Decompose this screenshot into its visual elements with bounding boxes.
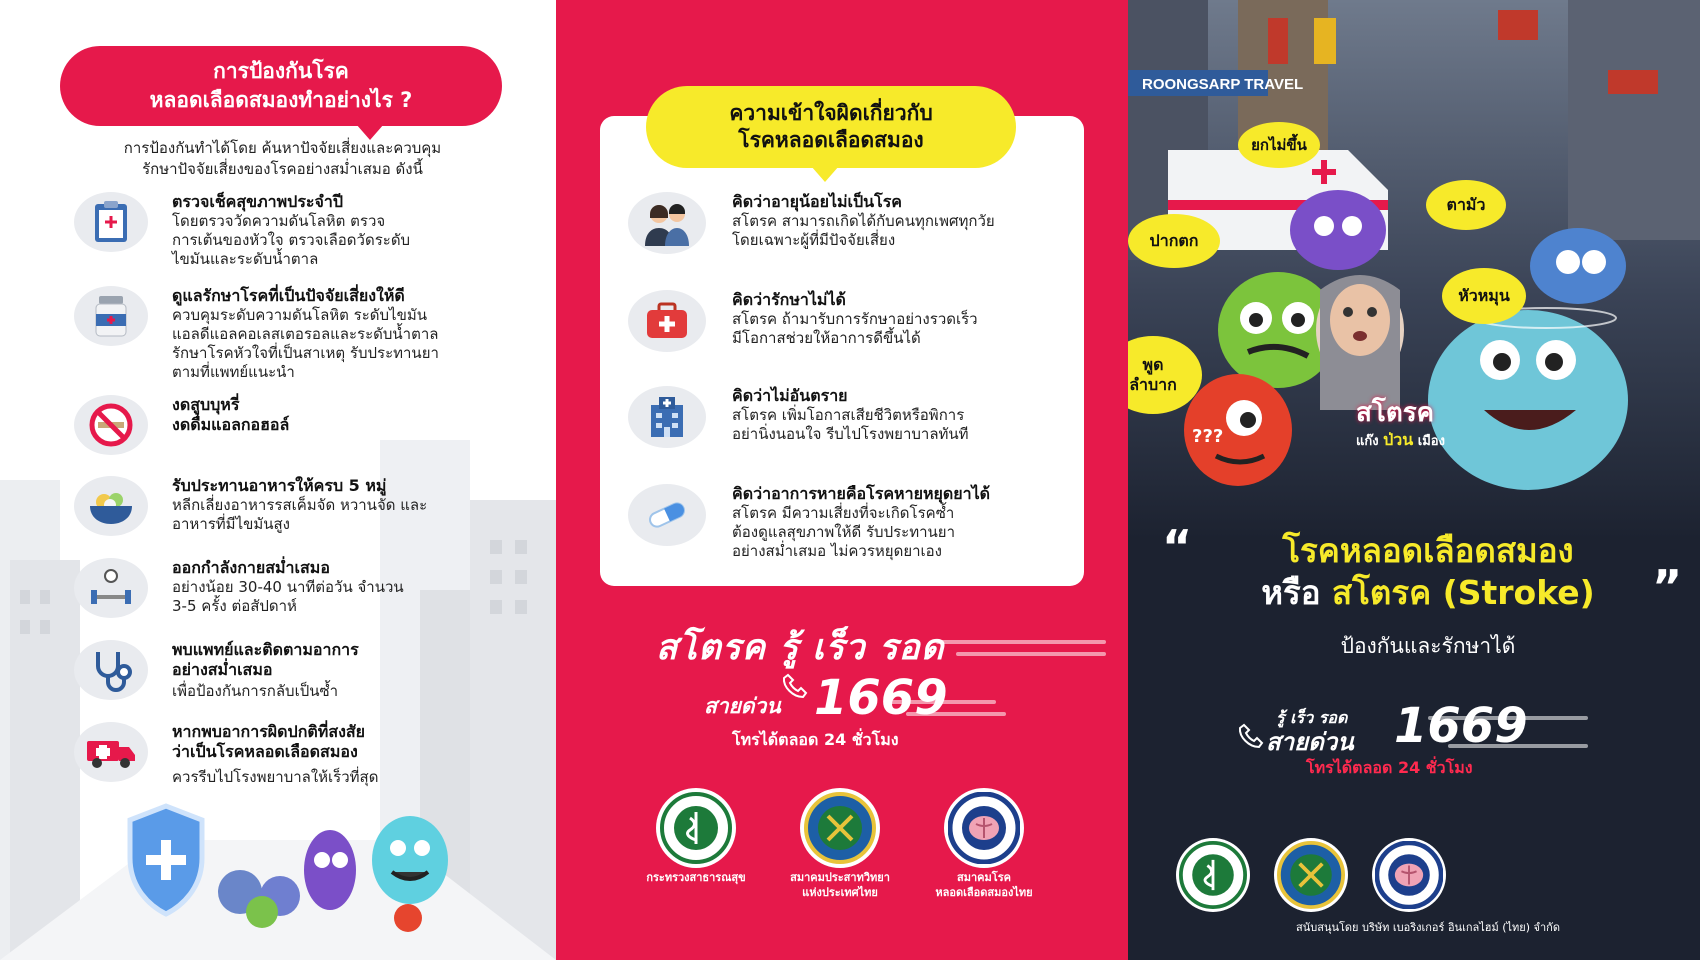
logo-caption-neuro: สมาคมประสาทวิทยา แห่งประเทศไทย — [790, 871, 890, 899]
tip-title: ออกกำลังกายสม่ำเสมอ — [172, 558, 330, 577]
stroke-tag-3: เมือง — [1417, 434, 1445, 449]
thai-stroke-society-logo — [1372, 838, 1446, 912]
hotline-number[interactable]: 1669 — [1394, 698, 1528, 754]
quote-subtitle: ป้องกันและรักษาได้ — [1340, 634, 1516, 658]
prevention-panel — [0, 0, 556, 960]
bubble-dizziness: หัวหมุน — [1442, 268, 1526, 324]
logo-caption-moph: กระทรวงสาธารณสุข — [646, 871, 746, 884]
thai-stroke-society-logo — [944, 788, 1024, 868]
logo-caption-stroke: สมาคมโรค หลอดเลือดสมองไทย — [935, 871, 1033, 899]
myth-body: สโตรค ถ้ามารับการรักษาอย่างรวดเร็ว มีโอกาสช่วยให้อาการดีขึ้นได้ — [732, 310, 978, 347]
tip-title-2: งดดื่มแอลกอฮอล์ — [172, 415, 290, 434]
title-line-1: การป้องกันโรค — [213, 59, 349, 83]
slogan: สโตรค รู้ เร็ว รอด — [656, 628, 945, 668]
stroke-quote-title — [1188, 530, 1668, 614]
intro-line-2: รักษาปัจจัยเสี่ยงของโรคอย่างสม่ำเสมอ ดังนี้ — [142, 160, 423, 178]
people-icon — [628, 192, 706, 254]
bubble-arm-weakness: ยกไม่ขึ้น — [1238, 122, 1320, 168]
clipboard-icon — [74, 192, 148, 252]
open-quote-icon: “ — [1162, 520, 1193, 574]
prevention-title — [60, 46, 502, 126]
first-aid-kit-icon — [628, 290, 706, 352]
tip-title: รับประทานอาหารให้ครบ 5 หมู่ — [172, 476, 387, 495]
hotline-label: สายด่วน — [704, 694, 781, 718]
phone-icon — [1238, 722, 1264, 748]
stroke-gang-logo — [1356, 398, 1445, 453]
misconceptions-panel — [556, 0, 1128, 960]
neurological-society-logo — [800, 788, 880, 868]
dumbbell-timer-icon — [74, 558, 148, 618]
tip-body: ควบคุมระดับความดันโลหิต ระดับไขมัน แอลดีแอลคอเลสเตอรอลและระดับน้ำตาล รักษาโรคหัวใจที่เป็นสาเหตุ รับประทานยา ตามที่แพทย์แนะนำ — [172, 306, 439, 381]
myth-title: คิดว่าอาการหายคือโรคหายหยุดยาได้ — [732, 484, 991, 503]
tip-body: เพื่อป้องกันการกลับเป็นซ้ำ — [172, 682, 339, 700]
tip-title: หากพบอาการผิดปกติที่สงสัย — [172, 722, 366, 741]
neurological-society-logo — [1274, 838, 1348, 912]
close-quote-icon: ” — [1652, 560, 1683, 614]
intro-line-1: การป้องกันทำได้โดย ค้นหาปัจจัยเสี่ยงและควบคุม — [123, 139, 442, 157]
myth-title: คิดว่าอายุน้อยไม่เป็นโรค — [732, 192, 902, 211]
tip-body: ควรรีบไปโรงพยาบาลให้เร็วที่สุด — [172, 768, 379, 786]
myth-body: สโตรค มีความเสี่ยงที่จะเกิดโรคซ้ำ ต้องดูแลสุขภาพให้ดี รับประทานยา อย่างสม่ำเสมอ ไม่ควรหยุดยาเอง — [732, 504, 955, 560]
ministry-public-health-logo — [1176, 838, 1250, 912]
hotline-tagline: รู้ เร็ว รอด — [1276, 708, 1348, 727]
tip-title-2: อย่างสม่ำเสมอ — [172, 660, 273, 679]
medicine-jar-icon — [74, 286, 148, 346]
sponsor-text: สนับสนุนโดย บริษัท เบอริงเกอร์ อินเกลไฮม์ (ไทย) จำกัด — [1296, 921, 1560, 934]
phone-icon — [782, 672, 808, 698]
myth-title: คิดว่าไม่อันตราย — [732, 386, 848, 405]
pill-capsule-icon — [628, 484, 706, 546]
myth-title: คิดว่ารักษาไม่ได้ — [732, 290, 846, 309]
tip-body: โดยตรวจวัดความดันโลหิต ตรวจ การเต้นของหัวใจ ตรวจเลือดวัดระดับ ไขมันและระดับน้ำตาล — [172, 212, 411, 268]
call-24h-text: โทรได้ตลอด 24 ชั่วโมง — [1306, 758, 1473, 777]
ministry-public-health-logo — [656, 788, 736, 868]
title-line-2: หลอดเลือดสมองทำอย่างไร ? — [149, 88, 413, 112]
quote-line-1: โรคหลอดเลือดสมอง — [1282, 531, 1574, 570]
title-line-1: ความเข้าใจผิดเกี่ยวกับ — [729, 101, 933, 125]
question-marks: ??? — [1192, 426, 1224, 447]
stroke-cover-panel — [1128, 0, 1700, 960]
no-smoking-icon — [74, 395, 148, 455]
stethoscope-icon — [74, 640, 148, 700]
stroke-tag-2: ป่วน — [1383, 430, 1414, 449]
food-bowl-icon — [74, 476, 148, 536]
bubble-face-droop: ปากตก — [1128, 214, 1220, 268]
quote-line-2: สโตรค (Stroke) — [1332, 573, 1595, 612]
svg-text:ROONGSARP TRAVEL: ROONGSARP TRAVEL — [1142, 76, 1304, 93]
tip-title: ตรวจเช็คสุขภาพประจำปี — [172, 192, 344, 211]
stroke-word: สโตรค — [1356, 398, 1435, 428]
tip-body: อย่างน้อย 30-40 นาทีต่อวัน จำนวน 3-5 ครั้ง ต่อสัปดาห์ — [172, 578, 404, 615]
myth-body: สโตรค เพิ่มโอกาสเสียชีวิตหรือพิการ อย่านิ่งนอนใจ รีบไปโรงพยาบาลทันที — [732, 406, 969, 443]
tip-title: งดสูบบุหรี่ — [172, 395, 240, 414]
title-line-2: โรคหลอดเลือดสมอง — [738, 128, 924, 152]
bubble-speech-difficulty: พูด ลำบาก — [1128, 336, 1202, 414]
shield-and-monsters-illustration — [90, 800, 470, 940]
quote-or: หรือ — [1261, 573, 1321, 612]
tip-title-2: ว่าเป็นโรคหลอดเลือดสมอง — [172, 742, 358, 761]
bubble-blurred-vision: ตามัว — [1426, 180, 1506, 230]
ambulance-icon — [74, 722, 148, 782]
city-street-ambulance-illustration — [1128, 0, 1700, 540]
misconceptions-title — [646, 86, 1016, 168]
hotline-number[interactable]: 1669 — [814, 670, 948, 726]
myth-body: สโตรค สามารถเกิดได้กับคนทุกเพศทุกวัย โดยเฉพาะผู้ที่มีปัจจัยเสี่ยง — [732, 212, 995, 249]
hospital-icon — [628, 386, 706, 448]
tip-title: ดูแลรักษาโรคที่เป็นปัจจัยเสี่ยงให้ดี — [172, 286, 405, 305]
stroke-tag-1: แก๊ง — [1356, 434, 1379, 449]
tip-body: หลีกเลี่ยงอาหารรสเค็มจัด หวานจัด และ อาหารที่มีไขมันสูง — [172, 496, 428, 533]
call-24h-text: โทรได้ตลอด 24 ชั่วโมง — [732, 730, 899, 749]
hotline-label: สายด่วน — [1266, 728, 1354, 756]
tip-title: พบแพทย์และติดตามอาการ — [172, 640, 359, 659]
prevention-intro — [70, 138, 495, 180]
